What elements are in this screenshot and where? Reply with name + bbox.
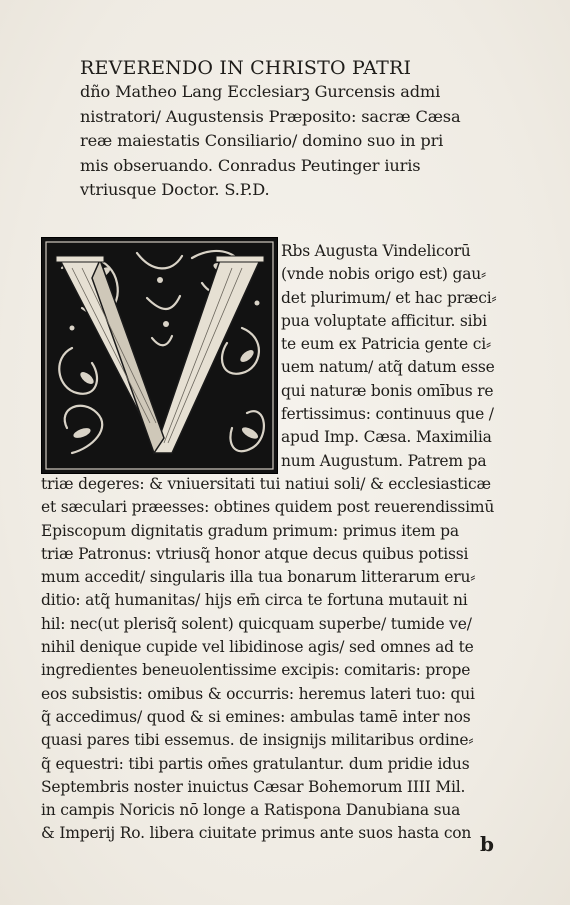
text-line: quasi pares tibi essemus. de insignijs militaribus ordine⸗ bbox=[41, 731, 474, 750]
text-line: et sæculari præesses: obtines quidem post reuerendissimū bbox=[41, 498, 495, 517]
signature-mark: b bbox=[480, 832, 494, 856]
text-line: det plurimum/ et hac præci⸗ bbox=[281, 288, 497, 307]
text-line: triæ degeres: & vniuersitati tui natiui soli/ & ecclesiasticæ bbox=[41, 474, 491, 493]
text-line: q̃ equestri: tibi partis om̄es gratulantur. dum pridie idus bbox=[41, 754, 470, 773]
text-line: in campis Noricis nō longe a Ratispona Danubiana sua bbox=[41, 801, 461, 820]
text-line: q̃ accedimus/ quod & si emines: ambulas tamē inter nos bbox=[41, 707, 471, 726]
text-line: Episcopum dignitatis gradum primum: primus item pa bbox=[41, 521, 459, 540]
heading-line: REVERENDO IN CHRISTO PATRI bbox=[80, 57, 412, 79]
text-line: qui naturæ bonis omībus re bbox=[281, 381, 494, 400]
dedication-heading bbox=[80, 56, 500, 202]
heading-line: vtriusque Doctor. S.P.D. bbox=[80, 180, 270, 200]
text-line: ingredientes beneuolentissime excipis: comitaris: prope bbox=[41, 661, 471, 680]
text-line: mum accedit/ singularis illa tua bonarum litterarum eru⸗ bbox=[41, 568, 476, 587]
text-line: (vnde nobis origo est) gau⸗ bbox=[281, 265, 487, 284]
text-line: apud Imp. Cæsa. Maximilia bbox=[281, 428, 492, 447]
heading-line: mis obseruando. Conradus Peutinger iuris bbox=[80, 155, 421, 175]
text-line: eos subsistis: omibus & occurris: heremus lateri tuo: qui bbox=[41, 684, 475, 703]
heading-line: reæ maiestatis Consiliario/ domino suo in pri bbox=[80, 131, 444, 151]
text-line: uem natum/ atq̃ datum esse bbox=[281, 358, 495, 377]
text-line: nihil denique cupide vel libidinose agis/ sed omnes ad te bbox=[41, 638, 474, 657]
text-line: Septembris noster inuictus Cæsar Bohemorum IIII Mil. bbox=[41, 777, 466, 796]
text-line: fertissimus: continuus que / bbox=[281, 405, 494, 424]
text-line: triæ Patronus: vtriusq̃ honor atque decus quibus potissi bbox=[41, 544, 469, 563]
text-line: & Imperij Ro. libera ciuitate primus ante suos hasta con bbox=[41, 824, 472, 843]
text-line: ditio: atq̃ humanitas/ hijs em̄ circa te fortuna mutauit ni bbox=[41, 591, 468, 610]
text-line: Rbs Augusta Vindelicorū bbox=[281, 242, 471, 260]
text-line: te eum ex Patricia gente ci⸗ bbox=[281, 335, 491, 354]
text-line: num Augustum. Patrem pa bbox=[281, 451, 487, 470]
heading-line: dño Matheo Lang Ecclesiarꝫ Gurcensis admi bbox=[80, 82, 441, 102]
body-text bbox=[41, 240, 531, 846]
heading-line: nistratori/ Augustensis Præposito: sacræ Cæsa bbox=[80, 106, 461, 126]
text-line: pua voluptate afficitur. sibi bbox=[281, 311, 487, 330]
text-line: hil: nec(ut plerisq̃ solent) quicquam superbe/ tumide ve/ bbox=[41, 614, 472, 633]
